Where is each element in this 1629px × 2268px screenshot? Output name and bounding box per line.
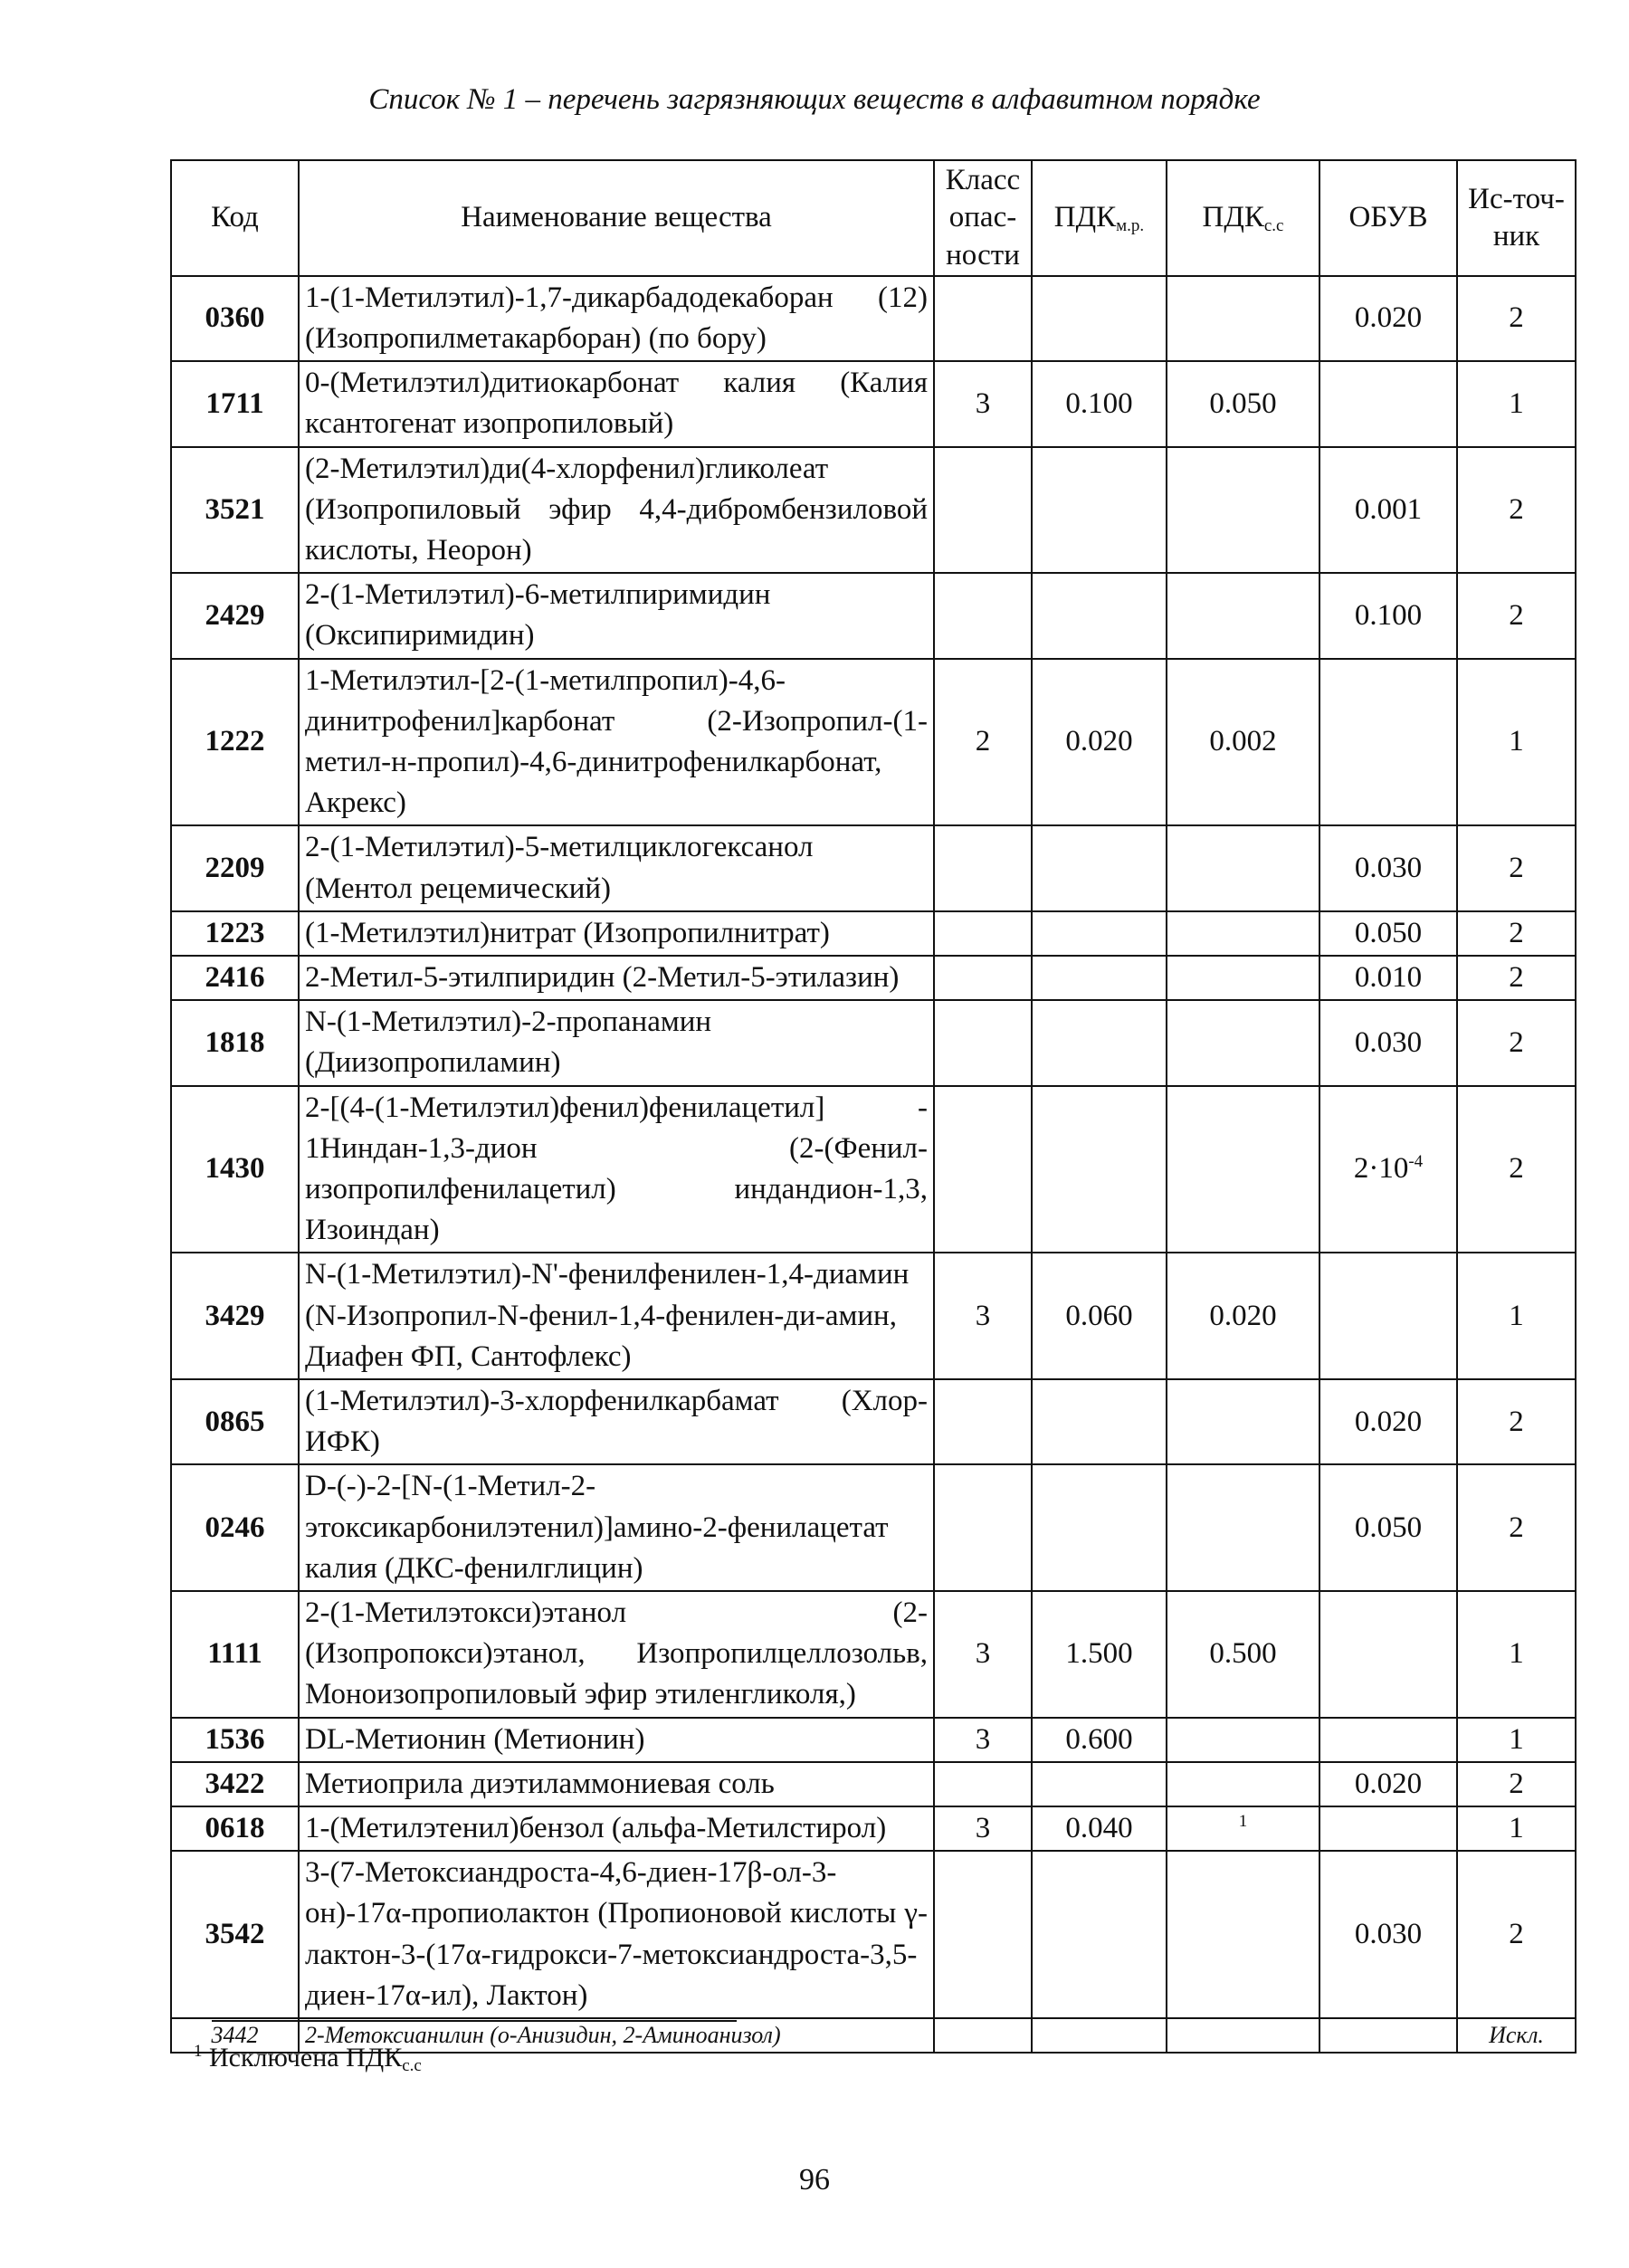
pdk-mr-value: 0.600	[1032, 1718, 1167, 1762]
pdk-ss-value	[1167, 447, 1319, 574]
obuv-value	[1319, 1851, 1457, 2018]
substance-name: DL-Метионин (Метионин)	[299, 1718, 934, 1762]
source-value: 1	[1457, 659, 1576, 826]
obuv-value	[1319, 1591, 1457, 1718]
obuv-value	[1319, 1464, 1457, 1591]
table-row	[171, 1762, 1576, 1806]
pdk-ss-value	[1167, 361, 1319, 446]
obuv-value	[1319, 447, 1457, 574]
substance-code: 0360	[171, 276, 299, 361]
pdk-mr-value: 0.100	[1032, 361, 1167, 446]
substance-code: 3521	[171, 447, 299, 574]
empty-cell	[934, 2018, 1032, 2053]
source-value: 2	[1457, 1000, 1576, 1085]
substances-table	[170, 159, 1577, 2054]
table-row	[171, 1591, 1576, 1718]
pdk-ss-value	[1167, 659, 1319, 826]
source-value: 1	[1457, 1718, 1576, 1762]
substance-name: 2-Метоксианилин (о-Анизидин, 2-Аминоанизол)	[299, 2018, 934, 2053]
substance-name: 1-(Метилэтенил)бензол (альфа-Метилстирол)	[299, 1806, 934, 1851]
hazard-class: 3	[934, 361, 1032, 446]
table-row	[171, 911, 1576, 956]
source-value: 2	[1457, 1762, 1576, 1806]
empty-cell	[1167, 2018, 1319, 2053]
obuv-value	[1319, 1253, 1457, 1379]
hazard-class	[934, 447, 1032, 574]
substance-code: 2429	[171, 573, 299, 658]
hazard-class	[934, 1086, 1032, 1253]
substance-name: 2-(1-Метилэтокси)этанол (2-(Изопропокси)этанол, Изопропилцеллозольв, Моноизопропиловый эфир этиленгликоля,)	[299, 1591, 934, 1718]
substance-code: 1536	[171, 1718, 299, 1762]
source-value: 2	[1457, 1464, 1576, 1591]
obuv-text: 0.001	[1354, 492, 1423, 526]
substance-code: 3422	[171, 1762, 299, 1806]
hazard-class	[934, 573, 1032, 658]
pdk-ss-text: 0.020	[1209, 1299, 1277, 1332]
pdk-mr-value	[1032, 447, 1167, 574]
substance-code: 0618	[171, 1806, 299, 1851]
pdk-ss-text: 0.002	[1209, 725, 1277, 758]
table-row	[171, 825, 1576, 910]
hazard-class: 3	[934, 1253, 1032, 1379]
substance-name: N-(1-Метилэтил)-N'-фенилфенилен-1,4-диамин (N-Изопропил-N-фенил-1,4-фенилен-ди-амин, Диафен ФП, Сантофлекс)	[299, 1253, 934, 1379]
pdk-mr-value: 0.060	[1032, 1253, 1167, 1379]
substance-name: 0-(Метилэтил)дитиокарбонат калия (Калия ксантогенат изопропиловый)	[299, 361, 934, 446]
substance-name: 1-(1-Метилэтил)-1,7-дикарбадодекаборан (12) (Изопропилметакарборан) (по бору)	[299, 276, 934, 361]
header-pdk-ss	[1167, 160, 1319, 276]
pdk-ss-value	[1167, 1253, 1319, 1379]
pdk-mr-value	[1032, 1464, 1167, 1591]
substance-name: 2-Метил-5-этилпиридин (2-Метил-5-этилазин)	[299, 956, 934, 1000]
pdk-ss-value	[1167, 1464, 1319, 1591]
hazard-class: 3	[934, 1718, 1032, 1762]
substance-code: 1222	[171, 659, 299, 826]
footnote	[194, 2042, 422, 2076]
table-row	[171, 1464, 1576, 1591]
obuv-value	[1319, 1000, 1457, 1085]
obuv-value	[1319, 573, 1457, 658]
obuv-value	[1319, 1379, 1457, 1464]
pdk-mr-value	[1032, 1851, 1167, 2018]
pdk-mr-value: 0.020	[1032, 659, 1167, 826]
obuv-value	[1319, 1086, 1457, 1253]
pdk-ss-value	[1167, 956, 1319, 1000]
pdk-ss-value	[1167, 1086, 1319, 1253]
header-pdk-mr-label: ПДК	[1053, 201, 1117, 233]
pdk-ss-value	[1167, 1851, 1319, 2018]
table-body	[171, 276, 1576, 2053]
substance-name: (1-Метилэтил)-3-хлорфенилкарбамат (Хлор-ИФК)	[299, 1379, 934, 1464]
substance-name: N-(1-Метилэтил)-2-пропанамин (Диизопропиламин)	[299, 1000, 934, 1085]
source-value: 1	[1457, 1253, 1576, 1379]
table-row	[171, 1253, 1576, 1379]
source-value: 2	[1457, 1086, 1576, 1253]
substance-code: 3542	[171, 1851, 299, 2018]
obuv-value	[1319, 659, 1457, 826]
page-number: 96	[799, 2163, 830, 2197]
obuv-value	[1319, 825, 1457, 910]
table-row	[171, 1379, 1576, 1464]
table-row	[171, 1806, 1576, 1851]
substance-name: Метиоприла диэтиламмониевая соль	[299, 1762, 934, 1806]
hazard-class	[934, 911, 1032, 956]
obuv-text: 0.050	[1354, 1510, 1423, 1544]
source-value: 2	[1457, 911, 1576, 956]
substance-code: 1111	[171, 1591, 299, 1718]
obuv-value	[1319, 1762, 1457, 1806]
header-name: Наименование вещества	[299, 160, 934, 276]
table-row	[171, 276, 1576, 361]
pdk-mr-value	[1032, 1379, 1167, 1464]
substance-name: 3-(7-Метоксиандроста-4,6-диен-17β-ол-3-он)-17α-пропиолактон (Пропионовой кислоты γ-лактон-3-(17α-гидрокси-7-метоксиандроста-3,5-диен-17α-ил), Лактон)	[299, 1851, 934, 2018]
obuv-value	[1319, 1806, 1457, 1851]
empty-cell	[1319, 2018, 1457, 2053]
pdk-ss-value	[1167, 1718, 1319, 1762]
table-row	[171, 1851, 1576, 2018]
header-source: Ис-точ-ник	[1457, 160, 1576, 276]
hazard-class: 3	[934, 1806, 1032, 1851]
pdk-mr-value	[1032, 911, 1167, 956]
obuv-value	[1319, 911, 1457, 956]
substance-name: (1-Метилэтил)нитрат (Изопропилнитрат)	[299, 911, 934, 956]
substance-code: 1711	[171, 361, 299, 446]
substance-name: 2-(1-Метилэтил)-6-метилпиримидин (Оксипиримидин)	[299, 573, 934, 658]
pdk-ss-value	[1167, 911, 1319, 956]
pdk-mr-value	[1032, 825, 1167, 910]
obuv-text: 0.030	[1354, 851, 1423, 884]
hazard-class: 3	[934, 1591, 1032, 1718]
obuv-exponent: -4	[1408, 1152, 1424, 1172]
source-value: 2	[1457, 1379, 1576, 1464]
obuv-text: 0.010	[1354, 961, 1423, 994]
source-value: 2	[1457, 276, 1576, 361]
obuv-value	[1319, 1718, 1457, 1762]
empty-cell	[1032, 2018, 1167, 2053]
substance-name: 2-[(4-(1-Метилэтил)фенил)фенилацетил] - 1Ниндан-1,3-дион (2-(Фенил-изопропилфенилацетил) индандион-1,3, Изоиндан)	[299, 1086, 934, 1253]
pdk-mr-value	[1032, 1762, 1167, 1806]
footnote-mark: 1	[194, 2042, 203, 2061]
pdk-mr-value	[1032, 573, 1167, 658]
table-row	[171, 573, 1576, 658]
obuv-text: 0.030	[1354, 1025, 1423, 1059]
table-row	[171, 447, 1576, 574]
source-value: 2	[1457, 956, 1576, 1000]
pdk-ss-text: 0.050	[1209, 386, 1277, 420]
source-value: 2	[1457, 573, 1576, 658]
obuv-text: 0.020	[1354, 1405, 1423, 1438]
substance-name: 2-(1-Метилэтил)-5-метилциклогексанол (Ментол рецемический)	[299, 825, 934, 910]
obuv-text: 0.030	[1354, 1918, 1423, 1951]
obuv-value	[1319, 361, 1457, 446]
obuv-text: 0.020	[1354, 1767, 1423, 1800]
header-pdk-ss-label: ПДК	[1202, 201, 1264, 233]
hazard-class	[934, 1000, 1032, 1085]
header-hazard: Класс опас-ности	[934, 160, 1032, 276]
table-row	[171, 956, 1576, 1000]
obuv-text: 2·10	[1353, 1152, 1409, 1186]
table-row	[171, 659, 1576, 826]
footnote-sub: с.с	[402, 2056, 422, 2075]
source-value: 2	[1457, 1851, 1576, 2018]
table-header-row	[171, 160, 1576, 276]
hazard-class	[934, 825, 1032, 910]
pdk-ss-value	[1167, 1762, 1319, 1806]
source-value: 2	[1457, 825, 1576, 910]
substance-name: D-(-)-2-[N-(1-Метил-2-этоксикарбонилэтенил)]амино-2-фенилацетат калия (ДКС-фенилглицин)	[299, 1464, 934, 1591]
page-title: Список № 1 – перечень загрязняющих веществ в алфавитном порядке	[368, 83, 1261, 116]
source-value: 1	[1457, 1806, 1576, 1851]
hazard-class	[934, 1379, 1032, 1464]
hazard-class: 2	[934, 659, 1032, 826]
pdk-ss-value	[1167, 825, 1319, 910]
obuv-text: 0.050	[1354, 916, 1423, 949]
source-value: 1	[1457, 1591, 1576, 1718]
substance-code: 0865	[171, 1379, 299, 1464]
pdk-mr-value	[1032, 1086, 1167, 1253]
table-row	[171, 361, 1576, 446]
hazard-class	[934, 1464, 1032, 1591]
pdk-mr-value	[1032, 1000, 1167, 1085]
pdk-mr-value	[1032, 276, 1167, 361]
table-row	[171, 1086, 1576, 1253]
source-value: 2	[1457, 447, 1576, 574]
pdk-ss-value	[1167, 276, 1319, 361]
substance-code: 3442	[171, 2018, 299, 2053]
substance-code: 0246	[171, 1464, 299, 1591]
footnote-divider	[212, 2020, 737, 2022]
source-value: Искл.	[1457, 2018, 1576, 2053]
substance-name: 1-Метилэтил-[2-(1-метилпропил)-4,6-динитрофенил]карбонат (2-Изопропил-(1-метил-н-пропил)-4,6-динитрофенилкарбонат, Акрекс)	[299, 659, 934, 826]
substance-code: 1818	[171, 1000, 299, 1085]
pdk-ss-value	[1167, 1379, 1319, 1464]
obuv-value	[1319, 276, 1457, 361]
table-row	[171, 1718, 1576, 1762]
substance-code: 1430	[171, 1086, 299, 1253]
pdk-ss-value	[1167, 573, 1319, 658]
substance-code: 3429	[171, 1253, 299, 1379]
obuv-text: 0.100	[1354, 598, 1423, 632]
pdk-mr-value: 0.040	[1032, 1806, 1167, 1851]
pdk-ss-text: 0.500	[1209, 1637, 1277, 1671]
source-value: 1	[1457, 361, 1576, 446]
hazard-class	[934, 956, 1032, 1000]
footnote-text: Исключена ПДК	[209, 2043, 403, 2073]
pdk-mr-value: 1.500	[1032, 1591, 1167, 1718]
header-pdk-ss-sub: с.с	[1263, 216, 1284, 235]
substance-code: 1223	[171, 911, 299, 956]
pdk-mr-value	[1032, 956, 1167, 1000]
pdk-ss-value	[1167, 1000, 1319, 1085]
obuv-text: 0.020	[1354, 301, 1423, 335]
hazard-class	[934, 1762, 1032, 1806]
hazard-class	[934, 276, 1032, 361]
pdk-ss-value	[1167, 1806, 1319, 1851]
pdk-ss-value	[1167, 1591, 1319, 1718]
substance-name: (2-Метилэтил)ди(4-хлорфенил)гликолеат (Изопропиловый эфир 4,4-дибромбензиловой кислоты, Неорон)	[299, 447, 934, 574]
header-code: Код	[171, 160, 299, 276]
table-row	[171, 1000, 1576, 1085]
hazard-class	[934, 1851, 1032, 2018]
header-obuv: ОБУВ	[1319, 160, 1457, 276]
footnote-reference: 1	[1238, 1812, 1248, 1832]
header-pdk-mr-sub: м.р.	[1116, 216, 1145, 235]
header-pdk-mr	[1032, 160, 1167, 276]
obuv-value	[1319, 956, 1457, 1000]
substance-code: 2416	[171, 956, 299, 1000]
substance-code: 2209	[171, 825, 299, 910]
